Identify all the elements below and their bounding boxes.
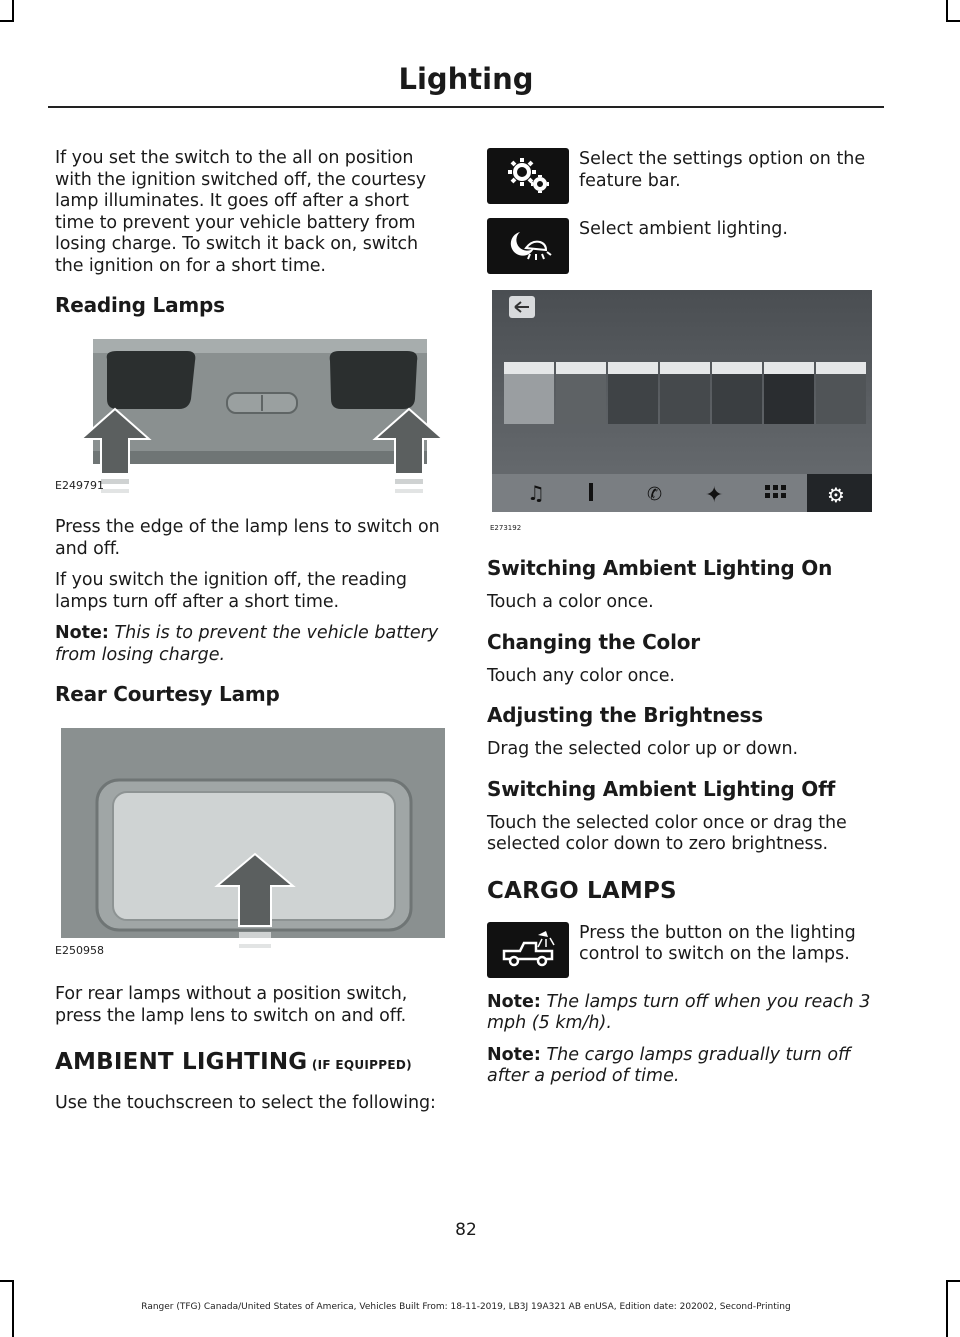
changing-color-heading: Changing the Color: [487, 629, 700, 654]
reading-note: [55, 623, 447, 666]
brightness-heading: Adjusting the Brightness: [487, 703, 763, 727]
crop-mark: [946, 0, 948, 20]
ambient-title: AMBIENT LIGHTING: [55, 1049, 308, 1075]
rear-lamp-illustration: [55, 718, 447, 968]
svg-text:✦: ✦: [705, 483, 724, 508]
svg-text:♫: ♫: [527, 481, 545, 505]
ambient-screen-figure: [487, 290, 879, 540]
rear-paragraph: For rear lamps without a position switch, press the lamp lens to switch on and off.: [55, 984, 408, 1026]
note-text: This is to prevent the vehicle battery from losing charge.: [55, 623, 439, 665]
left-column: [55, 148, 447, 1125]
page-number: 82: [455, 1220, 477, 1240]
ambient-equipped: (IF EQUIPPED): [307, 1058, 412, 1072]
reading-paragraph-1: Press the edge of the lamp lens to switch on and off.: [55, 517, 440, 559]
crop-mark: [12, 0, 14, 20]
header-divider: [48, 106, 884, 108]
cargo-lamps-heading: CARGO LAMPS: [487, 877, 677, 904]
touchscreen-illustration: [487, 290, 879, 540]
note-text: The cargo lamps gradually turn off after a period of time.: [487, 1044, 851, 1086]
cargo-lamp-icon: [487, 922, 569, 978]
ambient-paragraph: Use the touchscreen to select the following:: [55, 1093, 436, 1113]
switching-on-text: Touch a color once.: [487, 592, 654, 612]
cargo-note-2: [487, 1045, 879, 1088]
crop-mark: [0, 20, 14, 22]
note-label: Note:: [487, 991, 541, 1012]
ambient-lighting-icon: [487, 218, 569, 274]
changing-color-text: Touch any color once.: [487, 665, 675, 686]
right-column: [487, 148, 879, 1098]
cargo-instruction: [487, 922, 879, 978]
ambient-text: Select ambient lighting.: [579, 219, 788, 239]
ambient-lighting-heading: [55, 1049, 447, 1075]
cargo-note-1: [487, 992, 879, 1035]
crop-mark: [946, 1280, 960, 1282]
svg-text:⚙: ⚙: [827, 483, 845, 507]
reading-paragraph-2: If you switch the ignition off, the reading lamps turn off after a short time.: [55, 570, 407, 612]
settings-instruction: [487, 148, 879, 204]
figure-code: E249791: [55, 479, 104, 492]
rear-courtesy-heading: Rear Courtesy Lamp: [55, 682, 280, 706]
rear-courtesy-figure: [55, 718, 447, 968]
figure-code: E250958: [55, 944, 104, 957]
reading-lamps-illustration: [55, 329, 447, 499]
note-label: Note:: [487, 1044, 541, 1065]
page-title: Lighting: [398, 62, 534, 96]
ambient-instruction: [487, 218, 879, 274]
svg-text:✆: ✆: [647, 484, 663, 505]
switching-on-heading: Switching Ambient Lighting On: [487, 556, 833, 580]
crop-mark: [946, 20, 960, 22]
note-text: The lamps turn off when you reach 3 mph (5 km/h).: [487, 991, 871, 1033]
intro-paragraph: If you set the switch to the all on position with the ignition switched off, the courtesy lamp illuminates. It goes off after a short time to prevent your vehicle battery from losing charge. To switch it back on, switch the ignition on for a short time.: [55, 148, 427, 276]
switching-off-text: Touch the selected color once or drag the selected color down to zero brightness.: [487, 812, 847, 854]
note-label: Note:: [55, 623, 109, 643]
settings-text: Select the settings option on the feature bar.: [579, 149, 866, 191]
crop-mark: [946, 1280, 948, 1337]
cargo-text: Press the button on the lighting control to switch on the lamps.: [579, 922, 856, 964]
footer-edition-line: Ranger (TFG) Canada/United States of America, Vehicles Built From: 18-11-2019, LB3J 19A321 AB enUSA, Edition date: 202002, Second-Printing: [141, 1302, 791, 1312]
settings-gear-icon: [487, 148, 569, 204]
figure-code: E273192: [490, 524, 522, 532]
reading-lamps-figure: [55, 329, 447, 499]
brightness-text: Drag the selected color up or down.: [487, 739, 798, 759]
crop-mark: [0, 1280, 14, 1282]
reading-lamps-heading: Reading Lamps: [55, 293, 225, 317]
switching-off-heading: Switching Ambient Lighting Off: [487, 776, 836, 801]
